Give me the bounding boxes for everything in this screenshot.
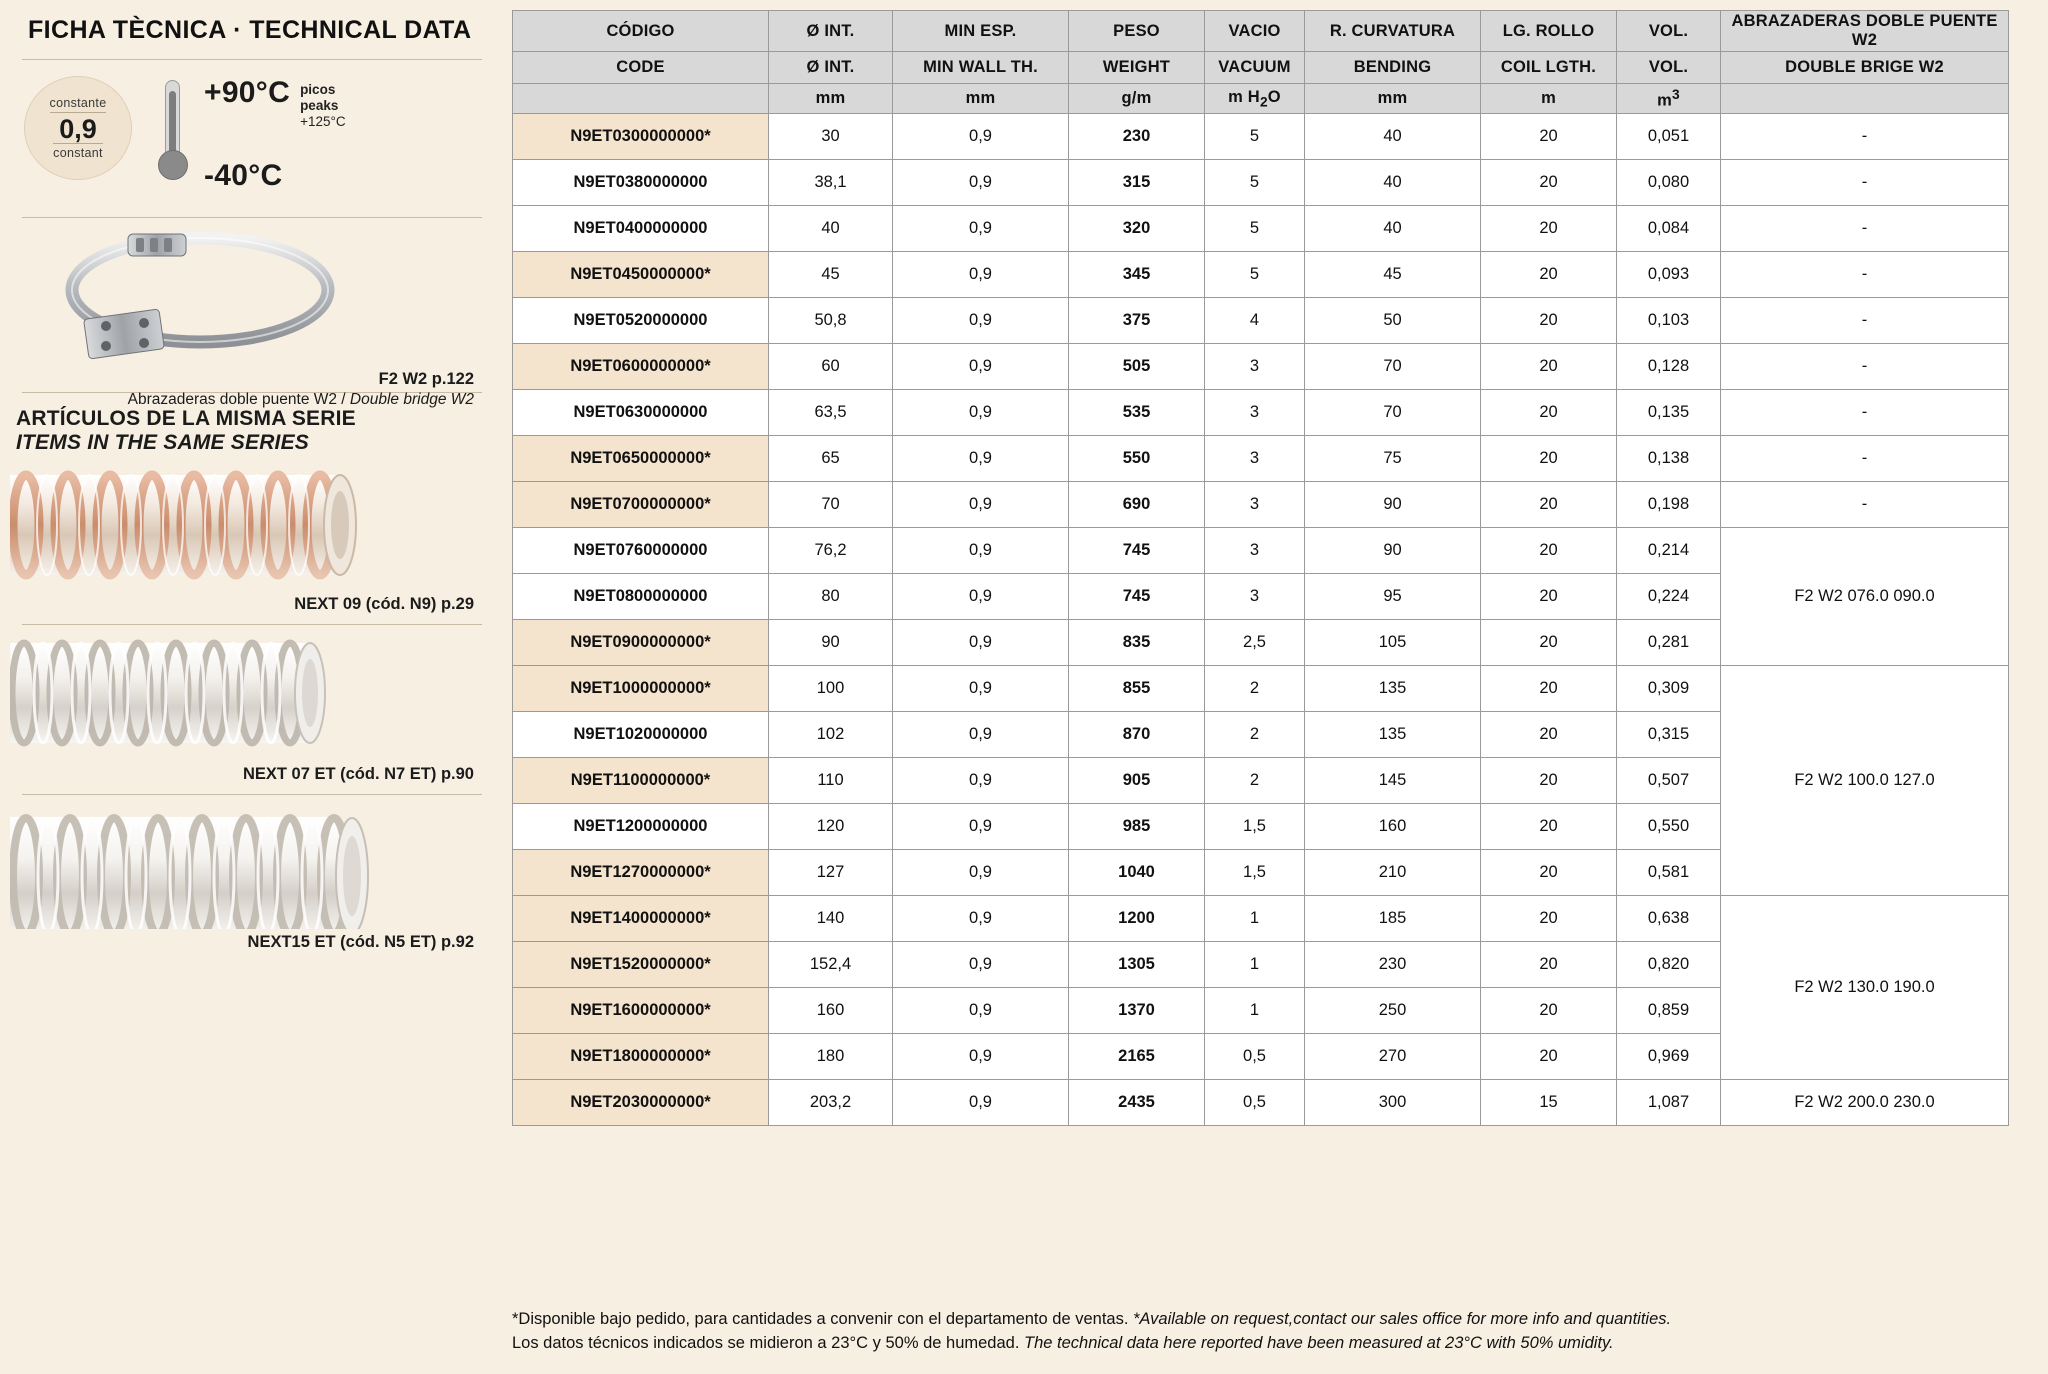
cell-vacuum: 3: [1205, 344, 1305, 390]
cell-coil-length: 20: [1481, 712, 1617, 758]
cell-coil-length: 20: [1481, 160, 1617, 206]
cell-volume: 0,281: [1617, 620, 1721, 666]
cell-bending-radius: 270: [1305, 1034, 1481, 1080]
header-vol-es: VOL.: [1617, 11, 1721, 52]
cell-bending-radius: 250: [1305, 988, 1481, 1034]
cell-bending-radius: 70: [1305, 344, 1481, 390]
cell-weight: 505: [1069, 344, 1205, 390]
cell-min-wall-thickness: 0,9: [893, 712, 1069, 758]
table-row: [513, 206, 2009, 252]
footnote-line-1-en: *Available on request,contact our sales office for more info and quantities.: [1133, 1310, 1672, 1329]
cell-clamp-group: F2 W2 200.0 230.0: [1721, 1080, 2009, 1126]
cell-internal-diameter: 180: [769, 1034, 893, 1080]
cell-bending-radius: 135: [1305, 712, 1481, 758]
header-wall-en: MIN WALL TH.: [893, 52, 1069, 84]
cell-coil-length: 20: [1481, 666, 1617, 712]
cell-coil-length: 20: [1481, 758, 1617, 804]
cell-clamp: -: [1721, 482, 2009, 528]
header-wall-es: MIN ESP.: [893, 11, 1069, 52]
cell-min-wall-thickness: 0,9: [893, 298, 1069, 344]
cell-volume: 0,128: [1617, 344, 1721, 390]
constant-label-es: constante: [50, 96, 107, 113]
cell-internal-diameter: 45: [769, 252, 893, 298]
cell-volume: 0,638: [1617, 896, 1721, 942]
cell-bending-radius: 90: [1305, 528, 1481, 574]
cell-bending-radius: 95: [1305, 574, 1481, 620]
table-row: [513, 252, 2009, 298]
footnote: [512, 1308, 2012, 1356]
cell-internal-diameter: 76,2: [769, 528, 893, 574]
series-caption-next09: NEXT 09 (cód. N9) p.29: [294, 594, 474, 613]
clamp-image: [10, 218, 488, 408]
cell-clamp: -: [1721, 436, 2009, 482]
cell-vacuum: 1: [1205, 942, 1305, 988]
cell-vacuum: 2: [1205, 758, 1305, 804]
thermometer-icon: [150, 78, 196, 186]
cell-code: N9ET1600000000*: [513, 988, 769, 1034]
hose-image-next15et: [10, 801, 488, 929]
cell-internal-diameter: 152,4: [769, 942, 893, 988]
cell-coil-length: 15: [1481, 1080, 1617, 1126]
cell-min-wall-thickness: 0,9: [893, 344, 1069, 390]
cell-vacuum: 3: [1205, 482, 1305, 528]
header-code-en: CODE: [513, 52, 769, 84]
cell-volume: 0,198: [1617, 482, 1721, 528]
cell-code: N9ET1800000000*: [513, 1034, 769, 1080]
cell-weight: 690: [1069, 482, 1205, 528]
table-units-row: [513, 84, 2009, 114]
cell-vacuum: 2: [1205, 666, 1305, 712]
cell-code: N9ET0450000000*: [513, 252, 769, 298]
cell-volume: 0,820: [1617, 942, 1721, 988]
peaks-label-en: peaks: [300, 98, 339, 114]
cell-weight: 745: [1069, 574, 1205, 620]
cell-coil-length: 20: [1481, 942, 1617, 988]
cell-volume: 0,969: [1617, 1034, 1721, 1080]
table-row: [513, 114, 2009, 160]
cell-clamp-group: F2 W2 130.0 190.0: [1721, 896, 2009, 1080]
cell-code: N9ET1000000000*: [513, 666, 769, 712]
cell-volume: 0,309: [1617, 666, 1721, 712]
cell-coil-length: 20: [1481, 482, 1617, 528]
header-bending-en: BENDING: [1305, 52, 1481, 84]
cell-internal-diameter: 90: [769, 620, 893, 666]
cell-code: N9ET0520000000: [513, 298, 769, 344]
header-vol-en: VOL.: [1617, 52, 1721, 84]
table-row: [513, 528, 2009, 574]
unit-code: [513, 84, 769, 114]
cell-internal-diameter: 30: [769, 114, 893, 160]
cell-coil-length: 20: [1481, 988, 1617, 1034]
cell-code: N9ET1200000000: [513, 804, 769, 850]
cell-weight: 320: [1069, 206, 1205, 252]
cell-bending-radius: 145: [1305, 758, 1481, 804]
footnote-line-2-es: Los datos técnicos indicados se midieron a 23°C y 50% de humedad.: [512, 1334, 1020, 1353]
cell-min-wall-thickness: 0,9: [893, 988, 1069, 1034]
cell-min-wall-thickness: 0,9: [893, 896, 1069, 942]
peaks-label-es: picos: [300, 82, 336, 97]
table-row: [513, 896, 2009, 942]
technical-spec-table: [512, 10, 2009, 1126]
constant-label-en: constant: [53, 143, 103, 160]
footnote-line-2: [512, 1332, 2012, 1356]
unit-vol: $m^3$: [1617, 84, 1721, 114]
cell-coil-length: 20: [1481, 344, 1617, 390]
clamp-caption-en: Double bridge W2: [349, 390, 474, 408]
unit-clamp: [1721, 84, 2009, 114]
cell-vacuum: 2,5: [1205, 620, 1305, 666]
cell-min-wall-thickness: 0,9: [893, 390, 1069, 436]
unit-coil: m: [1481, 84, 1617, 114]
cell-vacuum: 1,5: [1205, 804, 1305, 850]
cell-code: N9ET1520000000*: [513, 942, 769, 988]
cell-coil-length: 20: [1481, 252, 1617, 298]
cell-internal-diameter: 63,5: [769, 390, 893, 436]
cell-code: N9ET0760000000: [513, 528, 769, 574]
cell-code: N9ET2030000000*: [513, 1080, 769, 1126]
cell-min-wall-thickness: 0,9: [893, 804, 1069, 850]
cell-min-wall-thickness: 0,9: [893, 758, 1069, 804]
cell-code: N9ET0630000000: [513, 390, 769, 436]
cell-bending-radius: 75: [1305, 436, 1481, 482]
cell-weight: 1305: [1069, 942, 1205, 988]
cell-code: N9ET0800000000: [513, 574, 769, 620]
cell-min-wall-thickness: 0,9: [893, 114, 1069, 160]
cell-min-wall-thickness: 0,9: [893, 942, 1069, 988]
cell-internal-diameter: 120: [769, 804, 893, 850]
table-row: [513, 436, 2009, 482]
cell-vacuum: 5: [1205, 206, 1305, 252]
cell-min-wall-thickness: 0,9: [893, 620, 1069, 666]
cell-min-wall-thickness: 0,9: [893, 1034, 1069, 1080]
cell-bending-radius: 300: [1305, 1080, 1481, 1126]
clamp-reference: F2 W2 p.122: [378, 369, 474, 388]
cell-min-wall-thickness: 0,9: [893, 206, 1069, 252]
cell-vacuum: 2: [1205, 712, 1305, 758]
cell-internal-diameter: 70: [769, 482, 893, 528]
cell-bending-radius: 50: [1305, 298, 1481, 344]
cell-clamp: -: [1721, 390, 2009, 436]
header-coil-en: COIL LGTH.: [1481, 52, 1617, 84]
cell-coil-length: 20: [1481, 114, 1617, 160]
cell-code: N9ET1400000000*: [513, 896, 769, 942]
cell-bending-radius: 90: [1305, 482, 1481, 528]
cell-weight: 835: [1069, 620, 1205, 666]
cell-volume: 0,051: [1617, 114, 1721, 160]
footnote-line-2-en: The technical data here reported have been measured at 23°C with 50% umidity.: [1024, 1334, 1614, 1353]
cell-bending-radius: 40: [1305, 160, 1481, 206]
cell-volume: 1,087: [1617, 1080, 1721, 1126]
cell-min-wall-thickness: 0,9: [893, 436, 1069, 482]
cell-min-wall-thickness: 0,9: [893, 1080, 1069, 1126]
cell-vacuum: 4: [1205, 298, 1305, 344]
header-vacuum-en: VACUUM: [1205, 52, 1305, 84]
header-int-en: Ø INT.: [769, 52, 893, 84]
cell-coil-length: 20: [1481, 436, 1617, 482]
footnote-line-1-es: *Disponible bajo pedido, para cantidades a convenir con el departamento de ventas.: [512, 1310, 1129, 1329]
cell-coil-length: 20: [1481, 1034, 1617, 1080]
cell-vacuum: 3: [1205, 528, 1305, 574]
cell-coil-length: 20: [1481, 574, 1617, 620]
series-heading-es: ARTÍCULOS DE LA MISMA SERIE: [16, 406, 356, 430]
cell-weight: 1200: [1069, 896, 1205, 942]
temperature-high: +90°C: [204, 76, 291, 109]
footnote-line-1: [512, 1308, 2012, 1332]
cell-coil-length: 20: [1481, 298, 1617, 344]
cell-vacuum: 1: [1205, 988, 1305, 1034]
cell-internal-diameter: 127: [769, 850, 893, 896]
cell-bending-radius: 70: [1305, 390, 1481, 436]
cell-volume: 0,859: [1617, 988, 1721, 1034]
cell-weight: 870: [1069, 712, 1205, 758]
header-clamp-en: DOUBLE BRIGE W2: [1721, 52, 2009, 84]
cell-volume: 0,507: [1617, 758, 1721, 804]
cell-bending-radius: 105: [1305, 620, 1481, 666]
cell-vacuum: 5: [1205, 114, 1305, 160]
cell-min-wall-thickness: 0,9: [893, 252, 1069, 298]
header-code-es: CÓDIGO: [513, 11, 769, 52]
cell-code: N9ET1020000000: [513, 712, 769, 758]
cell-weight: 535: [1069, 390, 1205, 436]
cell-vacuum: 3: [1205, 574, 1305, 620]
table-row: [513, 160, 2009, 206]
table-row: [513, 344, 2009, 390]
cell-code: N9ET0600000000*: [513, 344, 769, 390]
cell-code: N9ET1100000000*: [513, 758, 769, 804]
cell-internal-diameter: 60: [769, 344, 893, 390]
cell-bending-radius: 135: [1305, 666, 1481, 712]
table-row: [513, 482, 2009, 528]
header-clamp-es: ABRAZADERAS DOBLE PUENTE W2: [1721, 11, 2009, 52]
cell-internal-diameter: 203,2: [769, 1080, 893, 1126]
cell-vacuum: 5: [1205, 252, 1305, 298]
cell-vacuum: 0,5: [1205, 1080, 1305, 1126]
cell-clamp: -: [1721, 298, 2009, 344]
cell-vacuum: 3: [1205, 436, 1305, 482]
cell-min-wall-thickness: 0,9: [893, 482, 1069, 528]
cell-internal-diameter: 50,8: [769, 298, 893, 344]
peaks-value: +125°C: [300, 114, 346, 130]
unit-wall: mm: [893, 84, 1069, 114]
cell-bending-radius: 40: [1305, 206, 1481, 252]
spec-table-panel: [512, 0, 2048, 1374]
cell-vacuum: 5: [1205, 160, 1305, 206]
cell-min-wall-thickness: 0,9: [893, 160, 1069, 206]
cell-weight: 1040: [1069, 850, 1205, 896]
cell-clamp: -: [1721, 252, 2009, 298]
header-vacuum-es: VACIO: [1205, 11, 1305, 52]
cell-code: N9ET1270000000*: [513, 850, 769, 896]
cell-vacuum: 3: [1205, 390, 1305, 436]
cell-internal-diameter: 80: [769, 574, 893, 620]
cell-vacuum: 0,5: [1205, 1034, 1305, 1080]
cell-min-wall-thickness: 0,9: [893, 666, 1069, 712]
cell-internal-diameter: 40: [769, 206, 893, 252]
cell-weight: 745: [1069, 528, 1205, 574]
cell-weight: 550: [1069, 436, 1205, 482]
hose-clamp-graphic: [28, 228, 408, 368]
cell-internal-diameter: 160: [769, 988, 893, 1034]
cell-bending-radius: 160: [1305, 804, 1481, 850]
header-weight-en: WEIGHT: [1069, 52, 1205, 84]
cell-weight: 1370: [1069, 988, 1205, 1034]
cell-weight: 315: [1069, 160, 1205, 206]
page-title: FICHA TÈCNICA · TECHNICAL DATA: [28, 16, 472, 44]
cell-min-wall-thickness: 0,9: [893, 574, 1069, 620]
cell-internal-diameter: 65: [769, 436, 893, 482]
cell-min-wall-thickness: 0,9: [893, 850, 1069, 896]
unit-weight: g/m: [1069, 84, 1205, 114]
table-row: [513, 298, 2009, 344]
cell-clamp: -: [1721, 206, 2009, 252]
cell-weight: 2435: [1069, 1080, 1205, 1126]
cell-coil-length: 20: [1481, 528, 1617, 574]
cell-weight: 985: [1069, 804, 1205, 850]
cell-clamp-group: F2 W2 100.0 127.0: [1721, 666, 2009, 896]
cell-volume: 0,138: [1617, 436, 1721, 482]
cell-vacuum: 1: [1205, 896, 1305, 942]
cell-volume: 0,315: [1617, 712, 1721, 758]
cell-volume: 0,135: [1617, 390, 1721, 436]
cell-internal-diameter: 110: [769, 758, 893, 804]
cell-weight: 345: [1069, 252, 1205, 298]
temperature-low: -40°C: [204, 158, 283, 192]
cell-volume: 0,224: [1617, 574, 1721, 620]
left-info-panel: [0, 0, 512, 1374]
cell-weight: 230: [1069, 114, 1205, 160]
cell-clamp: -: [1721, 160, 2009, 206]
cell-volume: 0,103: [1617, 298, 1721, 344]
cell-internal-diameter: 102: [769, 712, 893, 758]
cell-weight: 855: [1069, 666, 1205, 712]
clamp-caption: [28, 389, 488, 409]
cell-coil-length: 20: [1481, 620, 1617, 666]
series-item-next09: [10, 455, 488, 624]
header-weight-es: PESO: [1069, 11, 1205, 52]
cell-weight: 375: [1069, 298, 1205, 344]
cell-bending-radius: 230: [1305, 942, 1481, 988]
constant-badge: [24, 76, 132, 180]
cell-bending-radius: 45: [1305, 252, 1481, 298]
cell-code: N9ET0650000000*: [513, 436, 769, 482]
header-bending-es: R. CURVATURA: [1305, 11, 1481, 52]
cell-clamp-group: F2 W2 076.0 090.0: [1721, 528, 2009, 666]
series-item-next15et: [10, 795, 488, 962]
cell-internal-diameter: 100: [769, 666, 893, 712]
cell-code: N9ET0700000000*: [513, 482, 769, 528]
cell-internal-diameter: 38,1: [769, 160, 893, 206]
cell-volume: 0,581: [1617, 850, 1721, 896]
table-row: [513, 1080, 2009, 1126]
cell-code: N9ET0900000000*: [513, 620, 769, 666]
unit-vacuum: m $H_2O$: [1205, 84, 1305, 114]
cell-coil-length: 20: [1481, 896, 1617, 942]
cell-code: N9ET0400000000: [513, 206, 769, 252]
table-row: [513, 390, 2009, 436]
cell-bending-radius: 185: [1305, 896, 1481, 942]
cell-weight: 905: [1069, 758, 1205, 804]
cell-min-wall-thickness: 0,9: [893, 528, 1069, 574]
cell-code: N9ET0300000000*: [513, 114, 769, 160]
hose-image-next07et: [10, 631, 488, 761]
cell-bending-radius: 40: [1305, 114, 1481, 160]
header-coil-es: LG. ROLLO: [1481, 11, 1617, 52]
cell-weight: 2165: [1069, 1034, 1205, 1080]
header-int-es: Ø INT.: [769, 11, 893, 52]
cell-vacuum: 1,5: [1205, 850, 1305, 896]
cell-coil-length: 20: [1481, 206, 1617, 252]
series-item-next07et: [10, 625, 488, 794]
cell-volume: 0,084: [1617, 206, 1721, 252]
hose-image-next09: [10, 461, 488, 591]
unit-bending: mm: [1305, 84, 1481, 114]
cell-volume: 0,214: [1617, 528, 1721, 574]
series-caption-next15et: NEXT15 ET (cód. N5 ET) p.92: [247, 932, 474, 951]
cell-code: N9ET0380000000: [513, 160, 769, 206]
clamp-caption-es: Abrazaderas doble puente W2 /: [127, 390, 346, 408]
table-header-row-es: [513, 11, 2009, 52]
cell-coil-length: 20: [1481, 804, 1617, 850]
cell-coil-length: 20: [1481, 850, 1617, 896]
cell-volume: 0,093: [1617, 252, 1721, 298]
unit-int: mm: [769, 84, 893, 114]
cell-bending-radius: 210: [1305, 850, 1481, 896]
series-caption-next07et: NEXT 07 ET (cód. N7 ET) p.90: [242, 764, 474, 783]
cell-volume: 0,080: [1617, 160, 1721, 206]
table-row: [513, 666, 2009, 712]
cell-clamp: -: [1721, 114, 2009, 160]
temperature-section: [10, 60, 488, 199]
cell-coil-length: 20: [1481, 390, 1617, 436]
table-body: [513, 114, 2009, 1126]
table-header-row-en: [513, 52, 2009, 84]
constant-value: 0,9: [59, 113, 97, 144]
cell-volume: 0,550: [1617, 804, 1721, 850]
series-heading-en: ITEMS IN THE SAME SERIES: [16, 430, 310, 454]
cell-internal-diameter: 140: [769, 896, 893, 942]
cell-clamp: -: [1721, 344, 2009, 390]
